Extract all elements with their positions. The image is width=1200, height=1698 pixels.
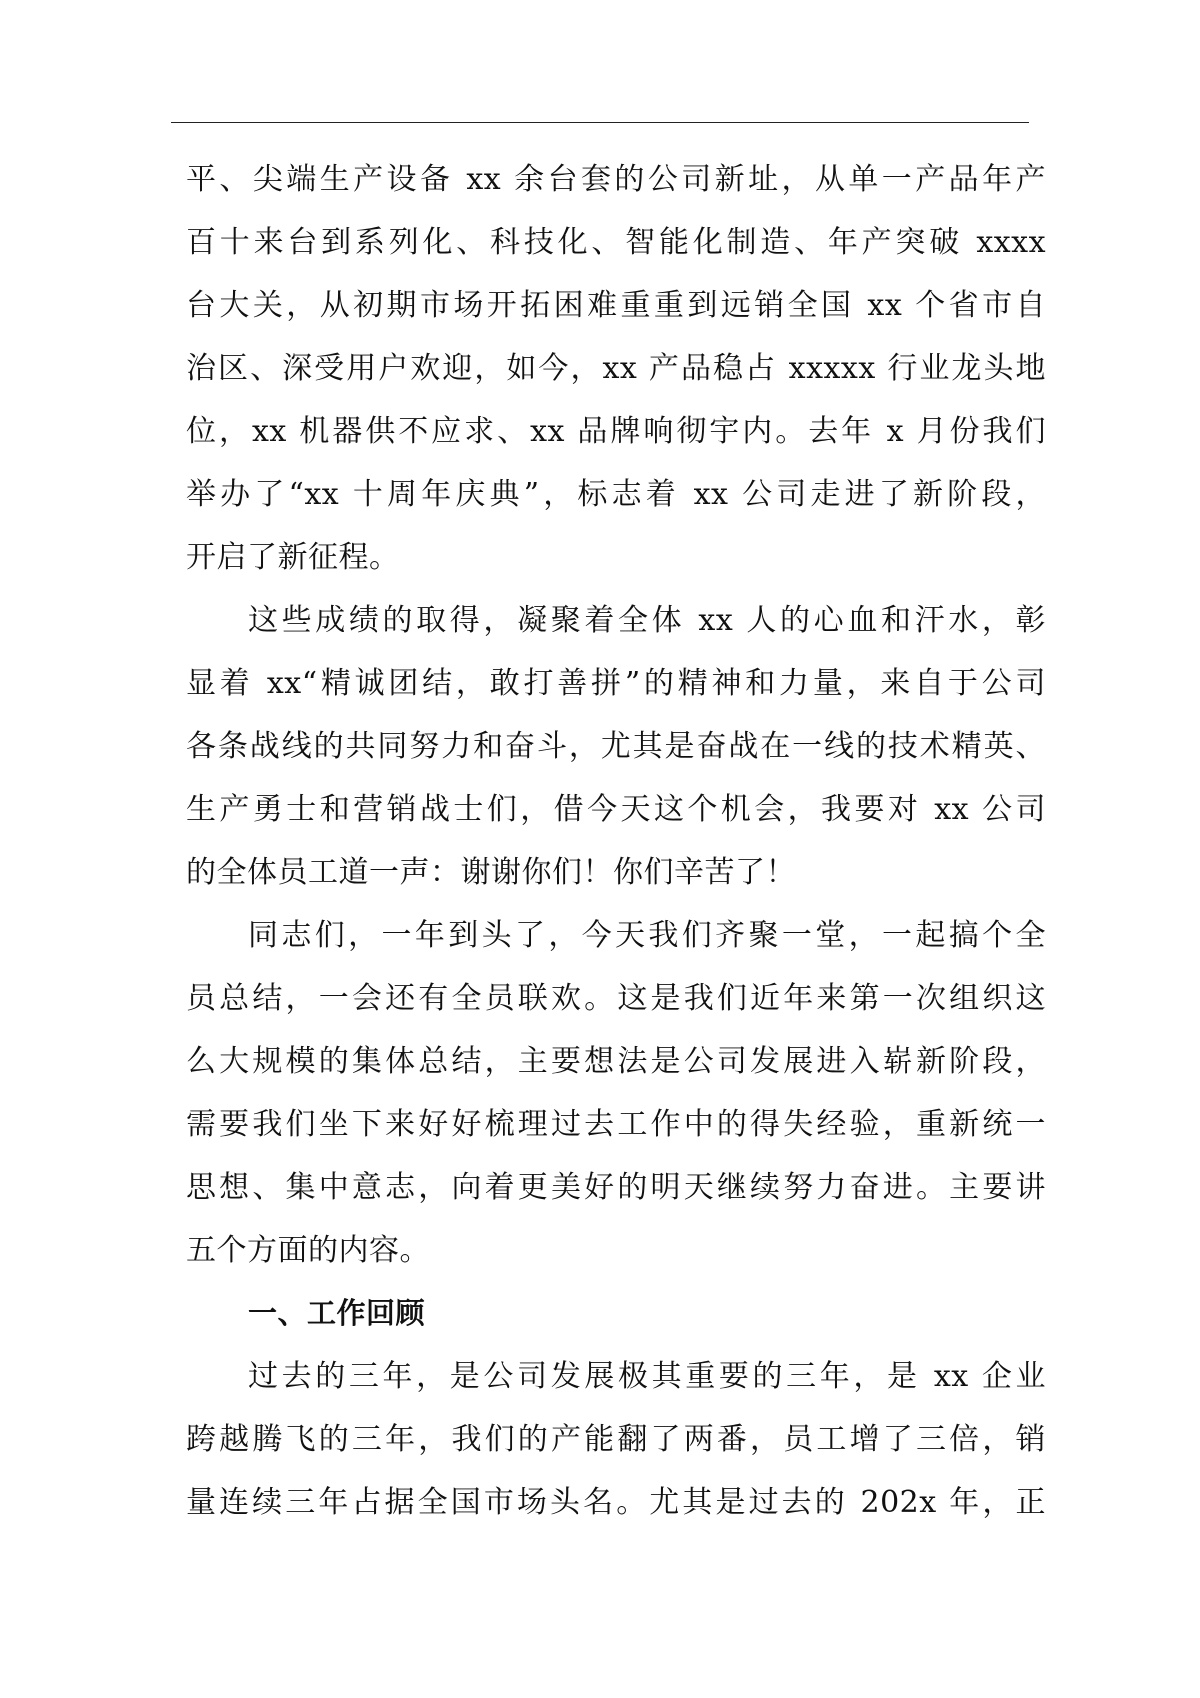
paragraph-first-line: 这些成绩的取得，凝聚着全体 xx 人的心血和汗水，彰 [248, 603, 1046, 638]
text-line: 跨越腾飞的三年，我们的产能翻了两番，员工增了三倍，销 [186, 1422, 1046, 1457]
text-line: 思想、集中意志，向着更美好的明天继续努力奋进。主要讲 [186, 1170, 1046, 1205]
text-line: 各条战线的共同努力和奋斗，尤其是奋战在一线的技术精英、 [186, 729, 1046, 764]
text-line: 的全体员工道一声：谢谢你们！你们辛苦了！ [186, 855, 796, 890]
header-rule [171, 122, 1029, 123]
paragraph-first-line: 过去的三年，是公司发展极其重要的三年，是 xx 企业 [248, 1359, 1046, 1394]
section-heading: 一、工作回顾 [248, 1296, 426, 1330]
paragraph-first-line: 同志们，一年到头了，今天我们齐聚一堂，一起搞个全 [248, 918, 1046, 953]
text-line: 台大关，从初期市场开拓困难重重到远销全国 xx 个省市自 [186, 288, 1046, 323]
text-line: 量连续三年占据全国市场头名。尤其是过去的 202x 年，正 [186, 1485, 1046, 1520]
body-text [186, 148, 1046, 1534]
text-line: 开启了新征程。 [186, 540, 400, 575]
text-line: 生产勇士和营销战士们，借今天这个机会，我要对 xx 公司 [186, 792, 1046, 827]
text-line: 治区、深受用户欢迎，如今，xx 产品稳占 xxxxx 行业龙头地 [186, 351, 1046, 386]
text-line: 显着 xx“精诚团结，敢打善拼”的精神和力量，来自于公司 [186, 666, 1046, 701]
text-line: 五个方面的内容。 [186, 1233, 430, 1268]
text-line: 么大规模的集体总结，主要想法是公司发展进入崭新阶段， [186, 1044, 1046, 1079]
text-line: 员总结，一会还有全员联欢。这是我们近年来第一次组织这 [186, 981, 1046, 1016]
text-line: 平、尖端生产设备 xx 余台套的公司新址，从单一产品年产 [186, 162, 1046, 197]
text-line: 位，xx 机器供不应求、xx 品牌响彻宇内。去年 x 月份我们 [186, 414, 1046, 449]
text-line: 百十来台到系列化、科技化、智能化制造、年产突破 xxxx [186, 225, 1046, 260]
text-line: 需要我们坐下来好好梳理过去工作中的得失经验，重新统一 [186, 1107, 1046, 1142]
text-line: 举办了“xx 十周年庆典”，标志着 xx 公司走进了新阶段， [186, 477, 1046, 512]
